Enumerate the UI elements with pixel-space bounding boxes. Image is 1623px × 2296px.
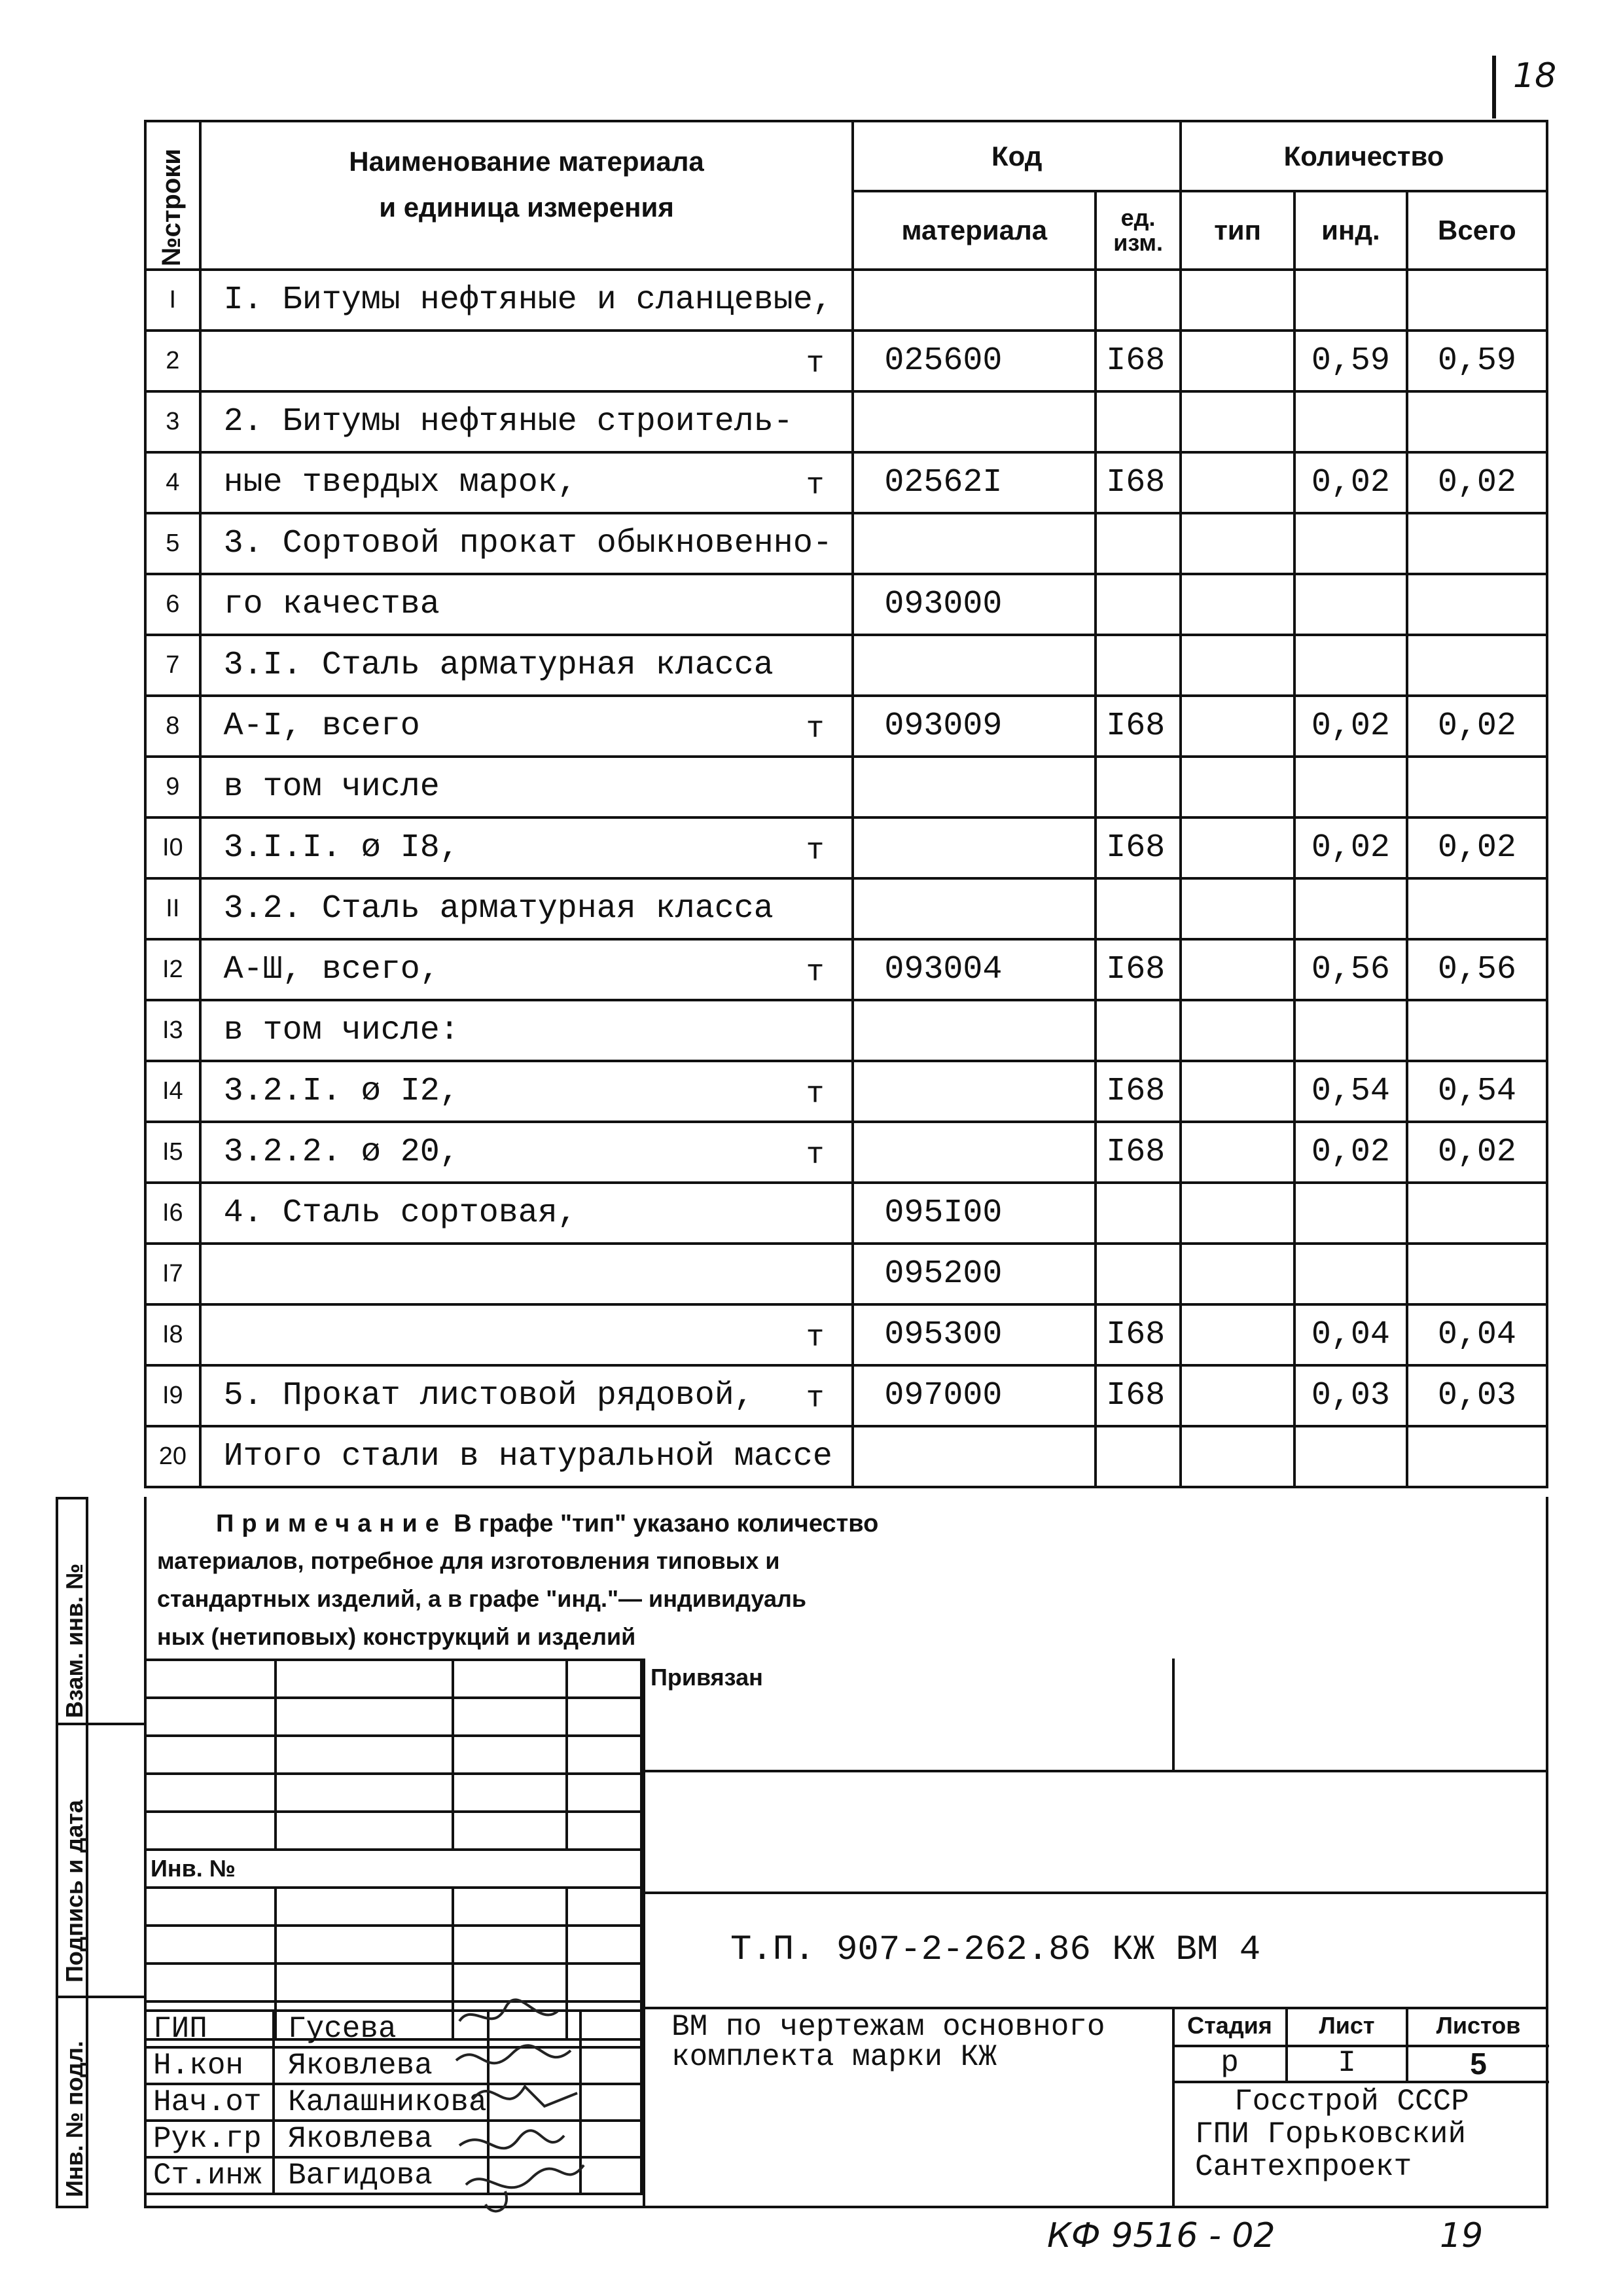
table-row: [145, 696, 1547, 757]
qty-total: [1407, 1426, 1547, 1487]
measure-unit: т: [806, 1382, 825, 1416]
sheets-label: Листов: [1436, 2012, 1521, 2039]
row-number: 7: [145, 635, 200, 696]
qty-type: [1181, 1000, 1294, 1061]
material-name: [200, 574, 853, 635]
material-name-text: 4. Сталь сортовая,: [223, 1194, 577, 1232]
sheet-label: Лист: [1319, 2012, 1375, 2039]
material-name-text: Итого стали в натуральной массе: [223, 1438, 832, 1475]
unit-code: I68: [1096, 939, 1181, 1000]
qty-total: [1407, 1000, 1547, 1061]
unit-code: [1096, 878, 1181, 939]
unit-code: [1096, 391, 1181, 452]
qty-ind: 0,02: [1294, 817, 1407, 878]
person-role: ГИП: [145, 2011, 274, 2047]
qty-type: [1181, 452, 1294, 513]
row-number: I6: [145, 1183, 200, 1244]
row-number: 4: [145, 452, 200, 513]
table-row: [145, 1304, 1547, 1365]
qty-type: [1181, 270, 1294, 331]
footer-page: 19: [1440, 2216, 1484, 2255]
table-row: [145, 1426, 1547, 1487]
qty-ind: [1294, 1426, 1407, 1487]
material-name: [200, 1061, 853, 1122]
unit-code: [1096, 757, 1181, 817]
material-name-text: 3.2. Сталь арматурная класса: [223, 890, 774, 927]
document-code: Т.П. 907-2-262.86 КЖ ВМ 4: [730, 1930, 1261, 1970]
qty-ind: 0,02: [1294, 452, 1407, 513]
qty-total: 0,02: [1407, 452, 1547, 513]
measure-unit: т: [806, 1077, 825, 1111]
material-name-text: 3.2.2. ø 20,: [223, 1134, 459, 1171]
unit-code: I68: [1096, 696, 1181, 757]
material-code: [853, 1061, 1096, 1122]
signatures: [446, 1995, 603, 2217]
qty-ind: [1294, 391, 1407, 452]
material-name: [200, 878, 853, 939]
unit-code: I68: [1096, 1304, 1181, 1365]
note-block: [216, 1505, 878, 1542]
table-row: [145, 452, 1547, 513]
corner-divider: [1492, 56, 1496, 118]
measure-unit: т: [806, 712, 825, 746]
qty-type: [1181, 696, 1294, 757]
material-name: [200, 817, 853, 878]
stage-value: р: [1221, 2046, 1239, 2080]
material-code: [853, 1122, 1096, 1183]
qty-type: [1181, 878, 1294, 939]
material-code: 093009: [853, 696, 1096, 757]
qty-total: [1407, 878, 1547, 939]
document-description: ВМ по чертежам основного комплекта марки КЖ: [671, 2010, 1105, 2074]
material-name: [200, 1000, 853, 1061]
qty-total: 0,56: [1407, 939, 1547, 1000]
unit-code: I68: [1096, 331, 1181, 391]
person-name: Вагидова: [274, 2157, 488, 2194]
materials-table: [144, 120, 1548, 1488]
material-name-text: 3. Сортовой прокат обыкновенно-: [223, 525, 832, 562]
material-name-text: 2. Битумы нефтяные строитель-: [223, 403, 793, 440]
material-name: [200, 696, 853, 757]
side-strip: [56, 1497, 144, 2208]
material-name: [200, 939, 853, 1000]
unit-code: [1096, 1244, 1181, 1304]
corner-page-number: 18: [1513, 56, 1557, 96]
qty-ind: 0,02: [1294, 696, 1407, 757]
material-code: [853, 270, 1096, 331]
row-number: 2: [145, 331, 200, 391]
side-inv-podl: Инв. № подл.: [61, 2041, 88, 2197]
material-code: [853, 878, 1096, 939]
header-code: Код: [853, 121, 1181, 191]
row-number: I5: [145, 1122, 200, 1183]
inv-no-label: Инв. №: [145, 1850, 641, 1888]
material-code: 095300: [853, 1304, 1096, 1365]
material-code: [853, 1426, 1096, 1487]
sheets-value: 5: [1470, 2047, 1487, 2081]
table-row: [145, 1244, 1547, 1304]
unit-code: [1096, 270, 1181, 331]
table-row: [145, 878, 1547, 939]
qty-ind: 0,02: [1294, 1122, 1407, 1183]
table-row: [145, 635, 1547, 696]
material-code: [853, 513, 1096, 574]
qty-type: [1181, 1183, 1294, 1244]
table-row: [145, 1061, 1547, 1122]
header-row-no: №строки: [145, 121, 200, 270]
person-role: Рук.гр: [145, 2121, 274, 2157]
unit-code: [1096, 1000, 1181, 1061]
row-number: I4: [145, 1061, 200, 1122]
header-quantity: Количество: [1181, 121, 1547, 191]
table-row: [145, 1183, 1547, 1244]
material-name: [200, 331, 853, 391]
qty-total: 0,02: [1407, 1122, 1547, 1183]
table-row: [145, 939, 1547, 1000]
material-code: 093004: [853, 939, 1096, 1000]
note-line2: материалов, потребное для изготовления типовых и: [157, 1547, 780, 1574]
note-line1: В графе "тип" указано количество: [446, 1510, 879, 1537]
material-name: [200, 513, 853, 574]
person-name: Яковлева: [274, 2121, 488, 2157]
unit-code: [1096, 1426, 1181, 1487]
unit-code: [1096, 513, 1181, 574]
row-number: 8: [145, 696, 200, 757]
material-code: 097000: [853, 1365, 1096, 1426]
table-row: [145, 1365, 1547, 1426]
table-row: [145, 817, 1547, 878]
measure-unit: т: [806, 1321, 825, 1355]
qty-type: [1181, 1122, 1294, 1183]
note-line3: стандартных изделий, а в графе "инд."— индивидуаль: [157, 1585, 807, 1612]
material-name: [200, 270, 853, 331]
unit-code: [1096, 635, 1181, 696]
qty-total: 0,02: [1407, 696, 1547, 757]
material-name: [200, 757, 853, 817]
qty-ind: [1294, 1244, 1407, 1304]
header-q-ind: инд.: [1294, 191, 1407, 270]
qty-ind: 0,59: [1294, 331, 1407, 391]
material-name: [200, 1122, 853, 1183]
table-row: [145, 1000, 1547, 1061]
material-code: 093000: [853, 574, 1096, 635]
qty-type: [1181, 635, 1294, 696]
row-number: II: [145, 878, 200, 939]
row-number: I2: [145, 939, 200, 1000]
material-name: [200, 391, 853, 452]
qty-total: [1407, 757, 1547, 817]
material-name: [200, 452, 853, 513]
material-code: [853, 391, 1096, 452]
approval-grid: [144, 1659, 643, 2041]
material-name: [200, 1426, 853, 1487]
qty-ind: 0,03: [1294, 1365, 1407, 1426]
qty-total: 0,59: [1407, 331, 1547, 391]
table-row: [145, 513, 1547, 574]
material-name: [200, 1365, 853, 1426]
person-role: Н.кон: [145, 2047, 274, 2084]
unit-code: [1096, 574, 1181, 635]
person-name: Гусева: [274, 2011, 488, 2047]
side-vzam: Взам. инв. №: [61, 1563, 88, 1718]
qty-type: [1181, 513, 1294, 574]
unit-code: I68: [1096, 1365, 1181, 1426]
sheet-value: I: [1338, 2046, 1356, 2080]
material-name-text: А-Ш, всего,: [223, 951, 440, 988]
title-block: [643, 1659, 1548, 2208]
material-code: 095200: [853, 1244, 1096, 1304]
person-role: Нач.от: [145, 2084, 274, 2121]
qty-total: 0,54: [1407, 1061, 1547, 1122]
person-name: Калашникова: [274, 2084, 488, 2121]
note-title: Примечание: [216, 1510, 447, 1537]
material-name: [200, 1183, 853, 1244]
qty-type: [1181, 331, 1294, 391]
qty-ind: [1294, 757, 1407, 817]
material-name-text: А-I, всего: [223, 708, 420, 745]
qty-total: 0,03: [1407, 1365, 1547, 1426]
material-name-text: 3.I.I. ø I8,: [223, 829, 459, 867]
qty-total: [1407, 391, 1547, 452]
qty-type: [1181, 1304, 1294, 1365]
qty-type: [1181, 1426, 1294, 1487]
row-number: I9: [145, 1365, 200, 1426]
unit-code: I68: [1096, 452, 1181, 513]
table-row: [145, 1122, 1547, 1183]
header-code-material: материала: [853, 191, 1096, 270]
qty-ind: [1294, 1183, 1407, 1244]
material-name-text: I. Битумы нефтяные и сланцевые,: [223, 281, 832, 319]
qty-ind: [1294, 513, 1407, 574]
note-continuation: [157, 1542, 806, 1656]
qty-total: 0,04: [1407, 1304, 1547, 1365]
qty-type: [1181, 817, 1294, 878]
qty-ind: [1294, 635, 1407, 696]
material-name-text: ные твердых марок,: [223, 464, 577, 501]
material-name-text: го качества: [223, 586, 440, 623]
header-code-unit: ед. изм.: [1096, 191, 1181, 270]
qty-total: [1407, 513, 1547, 574]
material-code: [853, 817, 1096, 878]
row-number: I: [145, 270, 200, 331]
qty-type: [1181, 1061, 1294, 1122]
row-number: 6: [145, 574, 200, 635]
qty-ind: [1294, 878, 1407, 939]
header-q-type: тип: [1181, 191, 1294, 270]
qty-type: [1181, 391, 1294, 452]
archive-number: КФ 9516 - 02: [1047, 2216, 1275, 2255]
note-line4: ных (нетиповых) конструкций и изделий: [157, 1623, 636, 1650]
qty-type: [1181, 1365, 1294, 1426]
material-name: [200, 635, 853, 696]
measure-unit: т: [806, 834, 825, 868]
unit-code: I68: [1096, 1122, 1181, 1183]
table-row: [145, 391, 1547, 452]
table-row: [145, 757, 1547, 817]
material-name-text: в том числе:: [223, 1012, 459, 1049]
material-name: [200, 1304, 853, 1365]
qty-total: [1407, 1183, 1547, 1244]
row-number: 5: [145, 513, 200, 574]
qty-ind: 0,54: [1294, 1061, 1407, 1122]
material-code: 02562I: [853, 452, 1096, 513]
privyazan-label: Привязан: [651, 1664, 763, 1691]
table-row: [145, 574, 1547, 635]
qty-type: [1181, 757, 1294, 817]
measure-unit: т: [806, 956, 825, 990]
row-number: I7: [145, 1244, 200, 1304]
row-number: I8: [145, 1304, 200, 1365]
qty-ind: 0,04: [1294, 1304, 1407, 1365]
qty-total: [1407, 635, 1547, 696]
qty-total: [1407, 270, 1547, 331]
material-code: [853, 635, 1096, 696]
measure-unit: т: [806, 347, 825, 381]
person-name: Яковлева: [274, 2047, 488, 2084]
qty-ind: [1294, 270, 1407, 331]
material-code: 025600: [853, 331, 1096, 391]
row-number: 3: [145, 391, 200, 452]
qty-type: [1181, 1244, 1294, 1304]
measure-unit: т: [806, 469, 825, 503]
row-number: 9: [145, 757, 200, 817]
header-q-total: Всего: [1407, 191, 1547, 270]
material-code: 095I00: [853, 1183, 1096, 1244]
row-number: I3: [145, 1000, 200, 1061]
qty-total: [1407, 574, 1547, 635]
material-name-text: 5. Прокат листовой рядовой,: [223, 1377, 754, 1414]
side-podpis: Подпись и дата: [61, 1800, 88, 1982]
material-name-text: в том числе: [223, 768, 440, 806]
qty-total: [1407, 1244, 1547, 1304]
qty-ind: [1294, 1000, 1407, 1061]
material-code: [853, 1000, 1096, 1061]
unit-code: [1096, 1183, 1181, 1244]
unit-code: I68: [1096, 1061, 1181, 1122]
table-row: [145, 331, 1547, 391]
row-number: 20: [145, 1426, 200, 1487]
stage-label: Стадия: [1187, 2012, 1272, 2039]
material-name-text: 3.2.I. ø I2,: [223, 1073, 459, 1110]
row-number: I0: [145, 817, 200, 878]
material-name: [200, 1244, 853, 1304]
header-name: Наименование материала и единица измерения: [200, 121, 853, 270]
qty-type: [1181, 574, 1294, 635]
qty-ind: 0,56: [1294, 939, 1407, 1000]
measure-unit: т: [806, 1138, 825, 1172]
material-name-text: 3.I. Сталь арматурная класса: [223, 647, 774, 684]
material-code: [853, 757, 1096, 817]
qty-type: [1181, 939, 1294, 1000]
organization: Госстрой СССР ГПИ Горьковский Сантехпроект: [1195, 2085, 1469, 2184]
qty-ind: [1294, 574, 1407, 635]
table-row: [145, 270, 1547, 331]
unit-code: I68: [1096, 817, 1181, 878]
qty-total: 0,02: [1407, 817, 1547, 878]
person-role: Ст.инж: [145, 2157, 274, 2194]
